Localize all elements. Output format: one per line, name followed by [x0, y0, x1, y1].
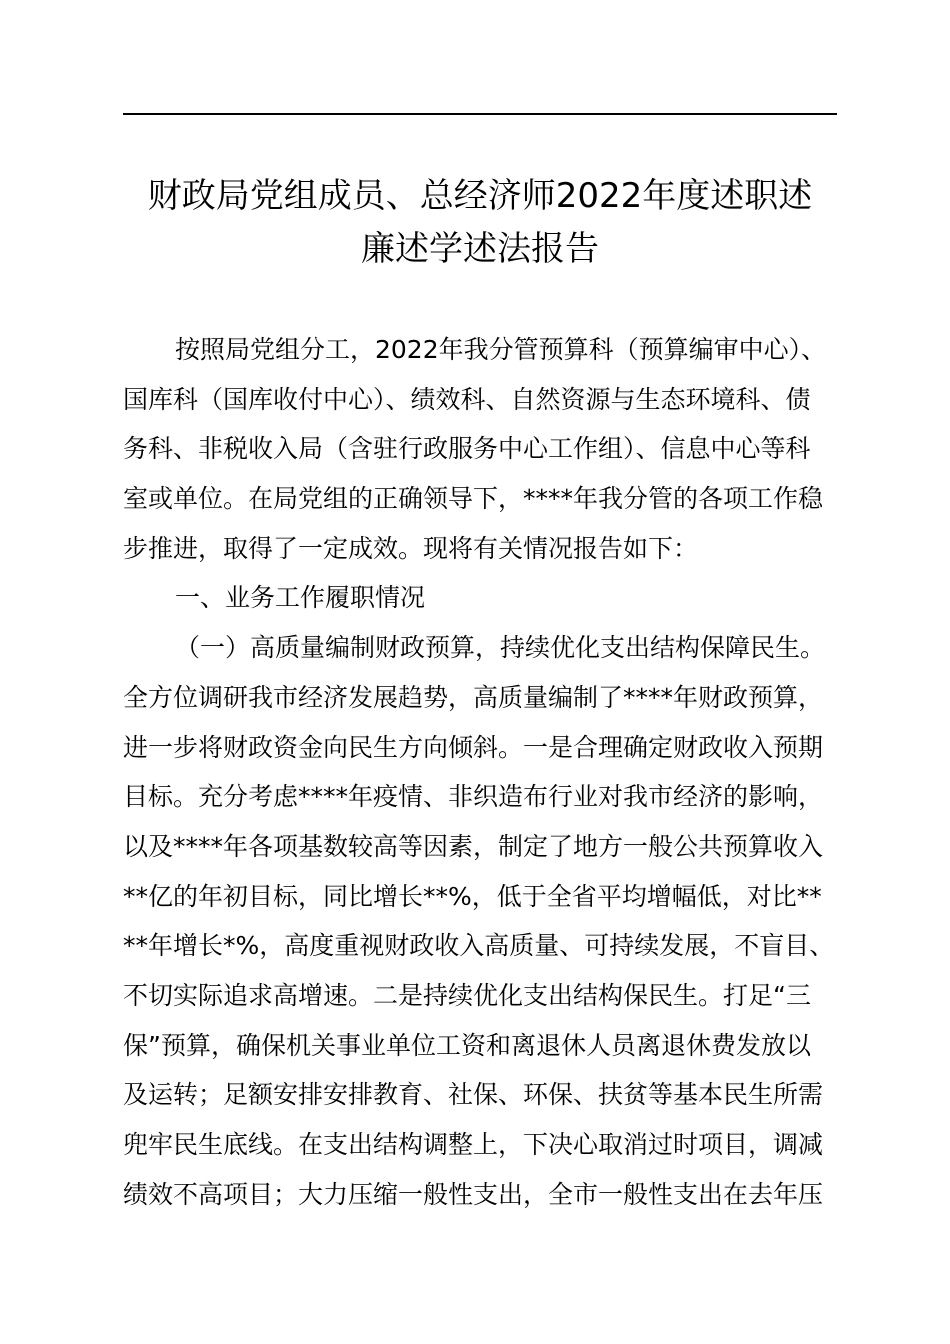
body-line: 务科、非税收入局（含驻行政服务中心工作组）、信息中心等科 — [123, 434, 811, 464]
body-line: 进一步将财政资金向民生方向倾斜。一是合理确定财政收入预期 — [123, 732, 824, 762]
body-line: 全方位调研我市经济发展趋势，高质量编制了****年财政预算， — [123, 682, 824, 712]
body-line: 保”预算，确保机关事业单位工资和离退休人员离退休费发放以 — [123, 1030, 811, 1060]
body-line: 室或单位。在局党组的正确领导下，****年我分管的各项工作稳 — [123, 484, 824, 514]
body-line: 绩效不高项目；大力压缩一般性支出，全市一般性支出在去年压 — [123, 1179, 824, 1209]
body-line: 及运转；足额安排安排教育、社保、环保、扶贫等基本民生所需 — [123, 1080, 824, 1110]
body-line: 按照局党组分工，2022年我分管预算科（预算编审中心）、 — [175, 335, 827, 364]
body-line: 兜牢民生底线。在支出结构调整上，下决心取消过时项目，调减 — [123, 1130, 824, 1159]
title-line-2: 廉述学述法报告 — [361, 229, 599, 269]
body-line: 不切实际追求高增速。二是持续优化支出结构保民生。打足“三 — [123, 980, 811, 1010]
body-line: **年增长*%，高度重视财政收入高质量、可持续发展，不盲目、 — [123, 931, 835, 961]
document-title — [123, 170, 837, 276]
title-line-1: 财政局党组成员、总经济师2022年度述职述 — [147, 176, 813, 216]
document-body — [123, 325, 837, 1219]
header-rule — [123, 113, 837, 115]
body-line: 国库科（国库收付中心）、绩效科、自然资源与生态环境科、债 — [123, 384, 811, 414]
section-heading: 一、业务工作履职情况 — [175, 583, 426, 613]
body-line: **亿的年初目标，同比增长**%，低于全省平均增幅低，对比** — [123, 881, 822, 911]
body-line: 以及****年各项基数较高等因素，制定了地方一般公共预算收入 — [123, 831, 824, 861]
subsection-heading: （一）高质量编制财政预算，持续优化支出结构保障民生。 — [175, 633, 826, 663]
body-line: 步推进，取得了一定成效。现将有关情况报告如下： — [123, 533, 699, 563]
body-line: 目标。充分考虑****年疫情、非织造布行业对我市经济的影响， — [123, 782, 824, 812]
